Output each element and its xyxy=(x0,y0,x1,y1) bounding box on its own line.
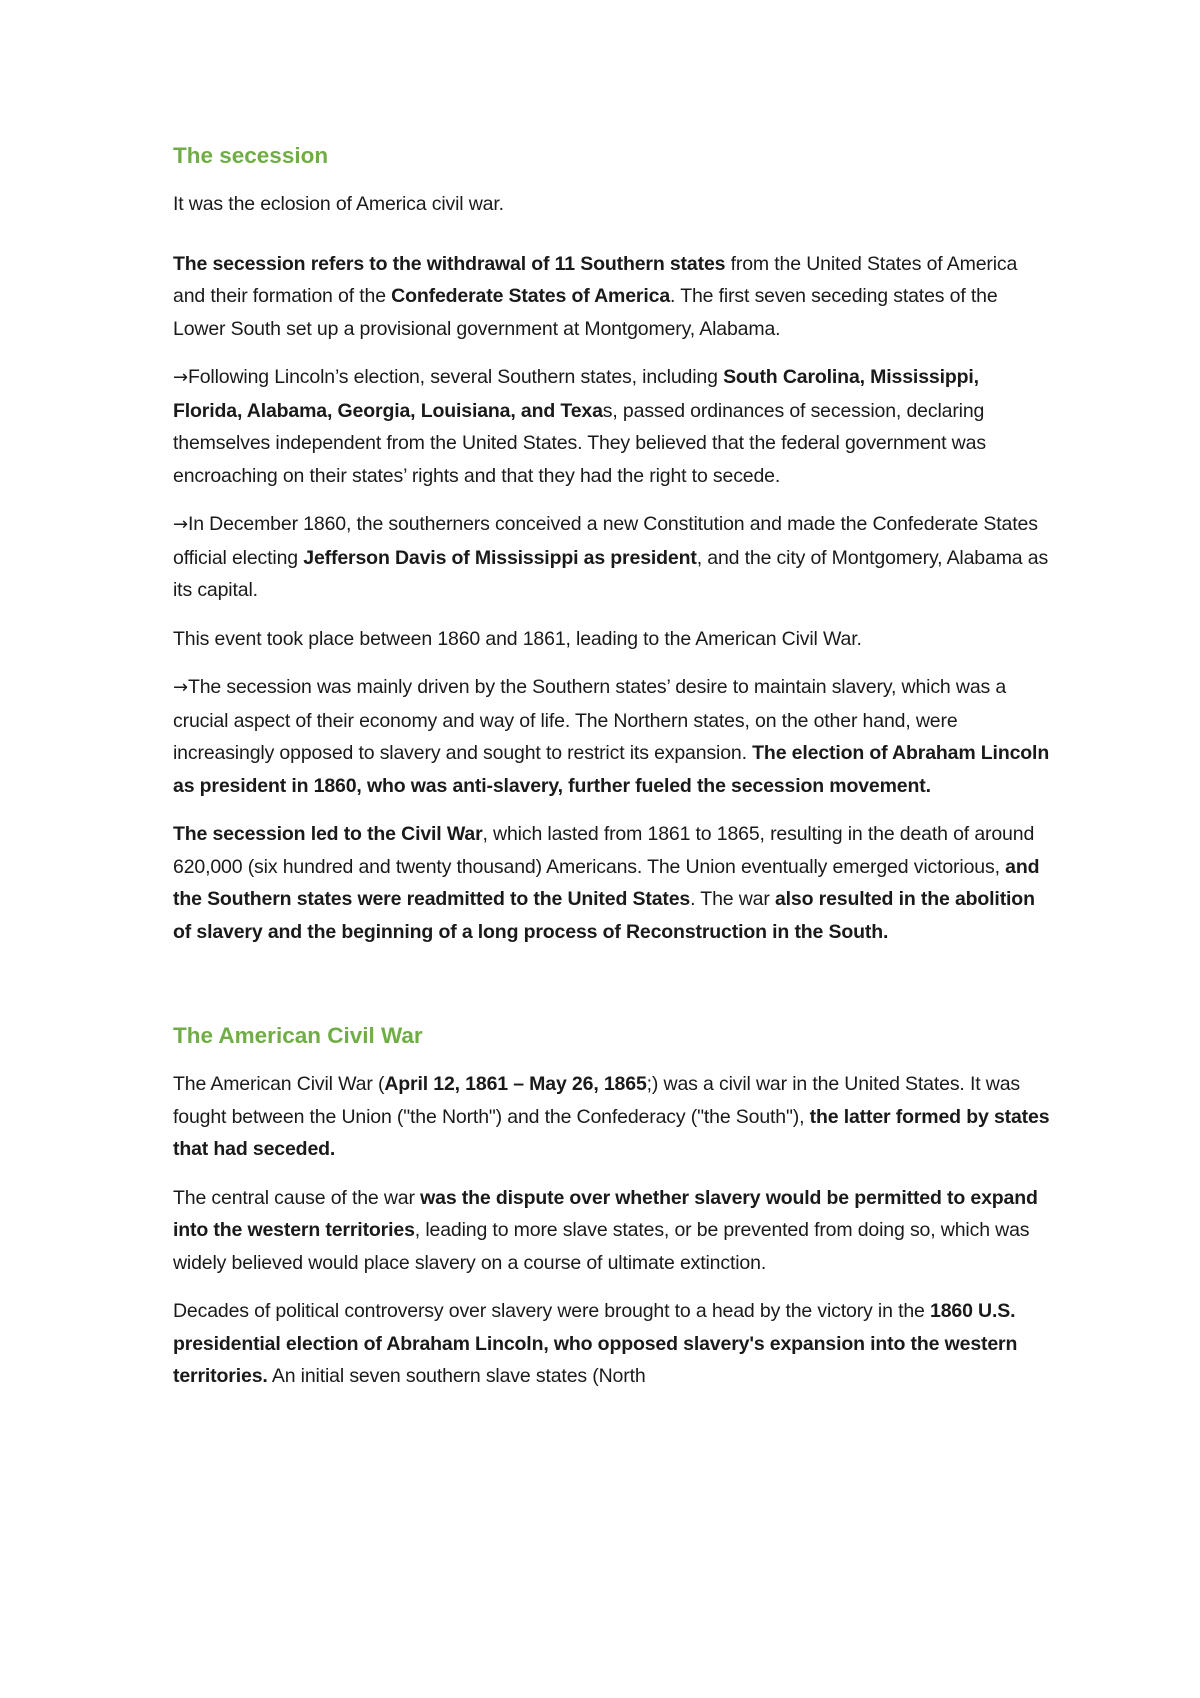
bold-text-run: The secession led to the Civil War xyxy=(173,823,483,845)
text-run: , leading to more slave states, or be prevented from doing so, which was widely believed would place slavery on a course of ultimate extinction. xyxy=(173,1219,1030,1274)
text-run: ;) was a civil war in the United States. It was fought between the Union ("the North") and the Confederacy ("the South"), xyxy=(173,1073,1020,1128)
text-run: from the United States of America and their formation of the xyxy=(173,252,1018,307)
arrow-icon: → xyxy=(173,367,188,388)
paragraph xyxy=(173,1182,1053,1280)
bold-text-run: 1860 U.S. presidential election of Abraham Lincoln, who opposed slavery's expansion into the western territories. xyxy=(173,1300,1018,1387)
bold-text-run: The secession refers to the withdrawal of 11 Southern states xyxy=(173,252,726,275)
text-run: s, passed ordinances of secession, declaring themselves independent from the United States. They believed that the federal government was encroaching on their states’ rights and that they had the right to secede. xyxy=(173,399,986,487)
bold-text-run: South Carolina, Mississippi, Florida, Alabama, Georgia, Louisiana, and Texa xyxy=(173,366,979,422)
text-run: . The first seven seceding states of the Lower South set up a provisional government at Montgomery, Alabama. xyxy=(173,285,998,340)
bold-text-run: also resulted in the abolition of slavery and the beginning of a long process of Reconstruction in the South. xyxy=(173,888,1035,943)
paragraph xyxy=(173,671,1053,802)
arrow-icon: → xyxy=(173,677,188,698)
paragraph xyxy=(173,623,1053,656)
paragraph xyxy=(173,818,1053,948)
paragraph xyxy=(173,188,1053,221)
bold-text-run: and the Southern states were readmitted to the United States xyxy=(173,855,1040,910)
document-page xyxy=(173,140,1053,1409)
paragraph xyxy=(173,1295,1053,1393)
text-run: . The war xyxy=(690,888,775,910)
paragraph xyxy=(173,508,1053,607)
bold-text-run: Jefferson Davis of Mississippi as president xyxy=(303,546,697,569)
section-heading: The secession xyxy=(173,143,329,168)
bold-text-run: was the dispute over whether slavery would be permitted to expand into the western territories xyxy=(173,1186,1038,1241)
bold-text-run: Confederate States of America xyxy=(391,285,671,307)
text-run: Decades of political controversy over slavery were brought to a head by the victory in the xyxy=(173,1300,930,1322)
arrow-icon: → xyxy=(173,514,188,535)
text-run: , which lasted from 1861 to 1865, resulting in the death of around 620,000 (six hundred and twenty thousand) Americans. The Union eventually emerged victorious, xyxy=(173,823,1035,878)
text-run: This event took place between 1860 and 1861, leading to the American Civil War. xyxy=(173,627,862,650)
section-heading: The American Civil War xyxy=(173,1023,423,1048)
text-run: Following Lincoln’s election, several Southern states, including xyxy=(187,366,724,388)
section-american-civil-war xyxy=(173,1020,1053,1393)
text-run: , and the city of Montgomery, Alabama as its capital. xyxy=(173,546,1049,601)
text-run: An initial seven southern slave states (North xyxy=(267,1365,646,1387)
paragraph xyxy=(173,1068,1053,1166)
text-run: In December 1860, the southerners conceived a new Constitution and made the Confederate States official electing xyxy=(173,513,1038,569)
bold-text-run: the latter formed by states that had seceded. xyxy=(173,1105,1050,1160)
text-run: The American Civil War ( xyxy=(173,1073,385,1095)
text-run: It was the eclosion of America civil war. xyxy=(173,193,504,215)
bold-text-run: The election of Abraham Lincoln as president in 1860, who was anti-slavery, further fueled the secession movement. xyxy=(173,742,1050,797)
text-run: The secession was mainly driven by the Southern states’ desire to maintain slavery, which was a crucial aspect of their economy and way of life. The Northern states, on the other hand, were increasingly opposed to slavery and sought to restrict its expansion. xyxy=(173,676,1007,764)
bold-text-run: April 12, 1861 – May 26, 1865 xyxy=(384,1073,647,1095)
text-run: The central cause of the war xyxy=(173,1186,421,1209)
paragraph xyxy=(173,361,1053,492)
paragraph xyxy=(173,248,1053,346)
section-secession xyxy=(173,140,1053,948)
